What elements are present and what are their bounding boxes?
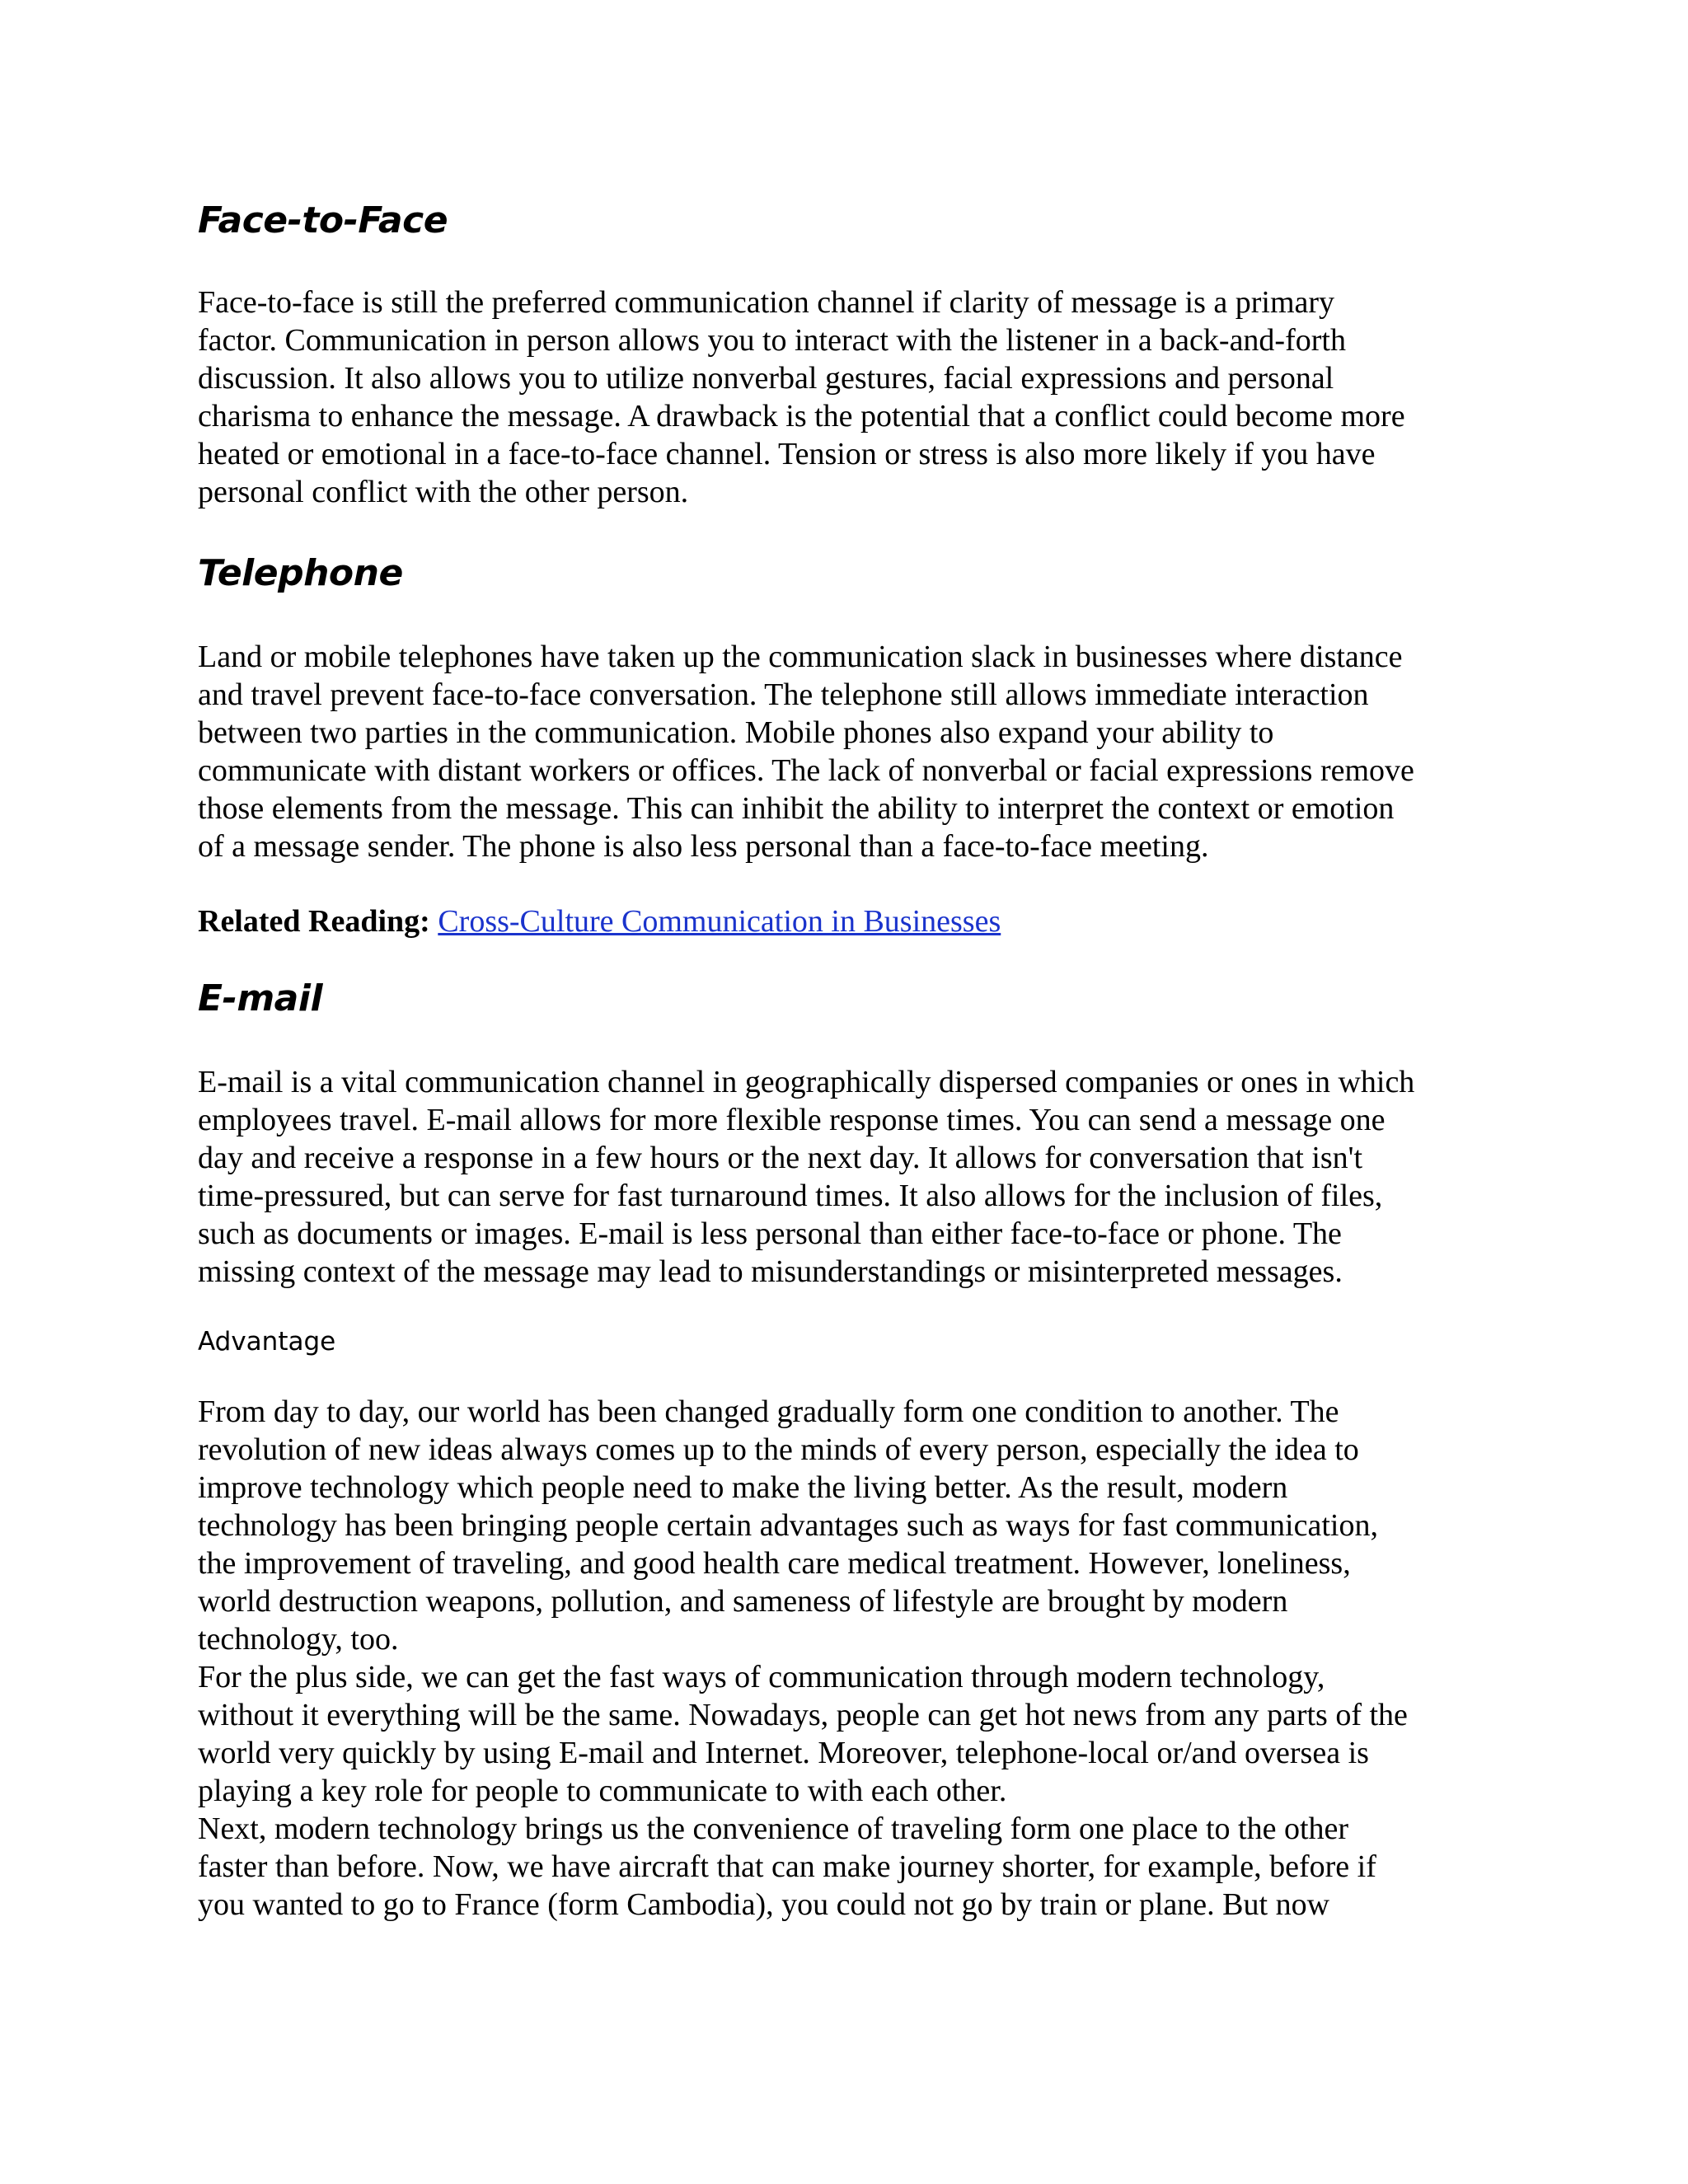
text-line: charisma to enhance the message. A drawback is the potential that a conflict could become more bbox=[198, 399, 1405, 434]
text-line: For the plus side, we can get the fast ways of communication through modern technology, bbox=[198, 1660, 1325, 1694]
paragraph-telephone bbox=[198, 638, 1490, 865]
text-line: and travel prevent face-to-face conversation. The telephone still allows immediate interaction bbox=[198, 677, 1369, 712]
related-reading-label: Related Reading: bbox=[198, 904, 430, 939]
text-line: improve technology which people need to make the living better. As the result, modern bbox=[198, 1470, 1288, 1505]
heading-face-to-face: Face-to-Face bbox=[198, 199, 448, 241]
text-line: world very quickly by using E-mail and Internet. Moreover, telephone-local or/and oversea is bbox=[198, 1736, 1369, 1770]
related-reading bbox=[198, 902, 1490, 940]
text-line: playing a key role for people to communicate to with each other. bbox=[198, 1774, 1007, 1808]
text-line: factor. Communication in person allows you to interact with the listener in a back-and-forth bbox=[198, 323, 1346, 358]
text-line: employees travel. E-mail allows for more flexible response times. You can send a message one bbox=[198, 1103, 1386, 1137]
heading-email: E-mail bbox=[198, 977, 323, 1019]
text-line: of a message sender. The phone is also less personal than a face-to-face meeting. bbox=[198, 829, 1209, 864]
related-reading-link[interactable]: Cross-Culture Communication in Businesses bbox=[438, 904, 1001, 939]
paragraph-face-to-face bbox=[198, 284, 1490, 511]
section-advantage bbox=[198, 1325, 1490, 1924]
text-line: communicate with distant workers or offices. The lack of nonverbal or facial expressions remove bbox=[198, 753, 1414, 788]
text-line: Land or mobile telephones have taken up the communication slack in businesses where distance bbox=[198, 640, 1403, 674]
paragraph-advantage-intro bbox=[198, 1393, 1490, 1658]
paragraph-email bbox=[198, 1063, 1490, 1291]
text-line: without it everything will be the same. Nowadays, people can get hot news from any parts of the bbox=[198, 1698, 1408, 1732]
subheading-advantage: Advantage bbox=[198, 1327, 336, 1357]
text-line: From day to day, our world has been changed gradually form one condition to another. The bbox=[198, 1394, 1339, 1429]
paragraph-advantage-communication bbox=[198, 1658, 1490, 1810]
section-telephone bbox=[198, 551, 1490, 865]
heading-telephone: Telephone bbox=[198, 552, 403, 594]
section-email bbox=[198, 976, 1490, 1291]
text-line: technology has been bringing people certain advantages such as ways for fast communication, bbox=[198, 1508, 1378, 1543]
text-line: world destruction weapons, pollution, and sameness of lifestyle are brought by modern bbox=[198, 1584, 1288, 1619]
text-line: such as documents or images. E-mail is less personal than either face-to-face or phone. The bbox=[198, 1216, 1342, 1251]
text-line: personal conflict with the other person. bbox=[198, 475, 689, 509]
text-line: revolution of new ideas always comes up to the minds of every person, especially the idea to bbox=[198, 1432, 1359, 1467]
text-line: technology, too. bbox=[198, 1622, 399, 1657]
text-line: Face-to-face is still the preferred communication channel if clarity of message is a primary bbox=[198, 285, 1335, 320]
paragraph-advantage-traveling bbox=[198, 1810, 1490, 1924]
text-line: between two parties in the communication. Mobile phones also expand your ability to bbox=[198, 715, 1274, 750]
text-line: day and receive a response in a few hours or the next day. It allows for conversation that isn't bbox=[198, 1141, 1363, 1175]
section-face-to-face bbox=[198, 198, 1490, 511]
text-line: heated or emotional in a face-to-face channel. Tension or stress is also more likely if you have bbox=[198, 437, 1376, 471]
text-line: faster than before. Now, we have aircraft that can make journey shorter, for example, before if bbox=[198, 1849, 1376, 1884]
text-line: time-pressured, but can serve for fast turnaround times. It also allows for the inclusion of files, bbox=[198, 1179, 1383, 1213]
text-line: E-mail is a vital communication channel in geographically dispersed companies or ones in which bbox=[198, 1065, 1415, 1099]
text-line: Next, modern technology brings us the convenience of traveling form one place to the other bbox=[198, 1811, 1349, 1846]
text-line: you wanted to go to France (form Cambodia), you could not go by train or plane. But now bbox=[198, 1887, 1330, 1922]
text-line: discussion. It also allows you to utilize nonverbal gestures, facial expressions and personal bbox=[198, 361, 1334, 396]
text-line: missing context of the message may lead to misunderstandings or misinterpreted messages. bbox=[198, 1254, 1343, 1289]
text-line: those elements from the message. This can inhibit the ability to interpret the context or emotion bbox=[198, 791, 1395, 826]
text-line: the improvement of traveling, and good health care medical treatment. However, loneliness, bbox=[198, 1546, 1351, 1581]
